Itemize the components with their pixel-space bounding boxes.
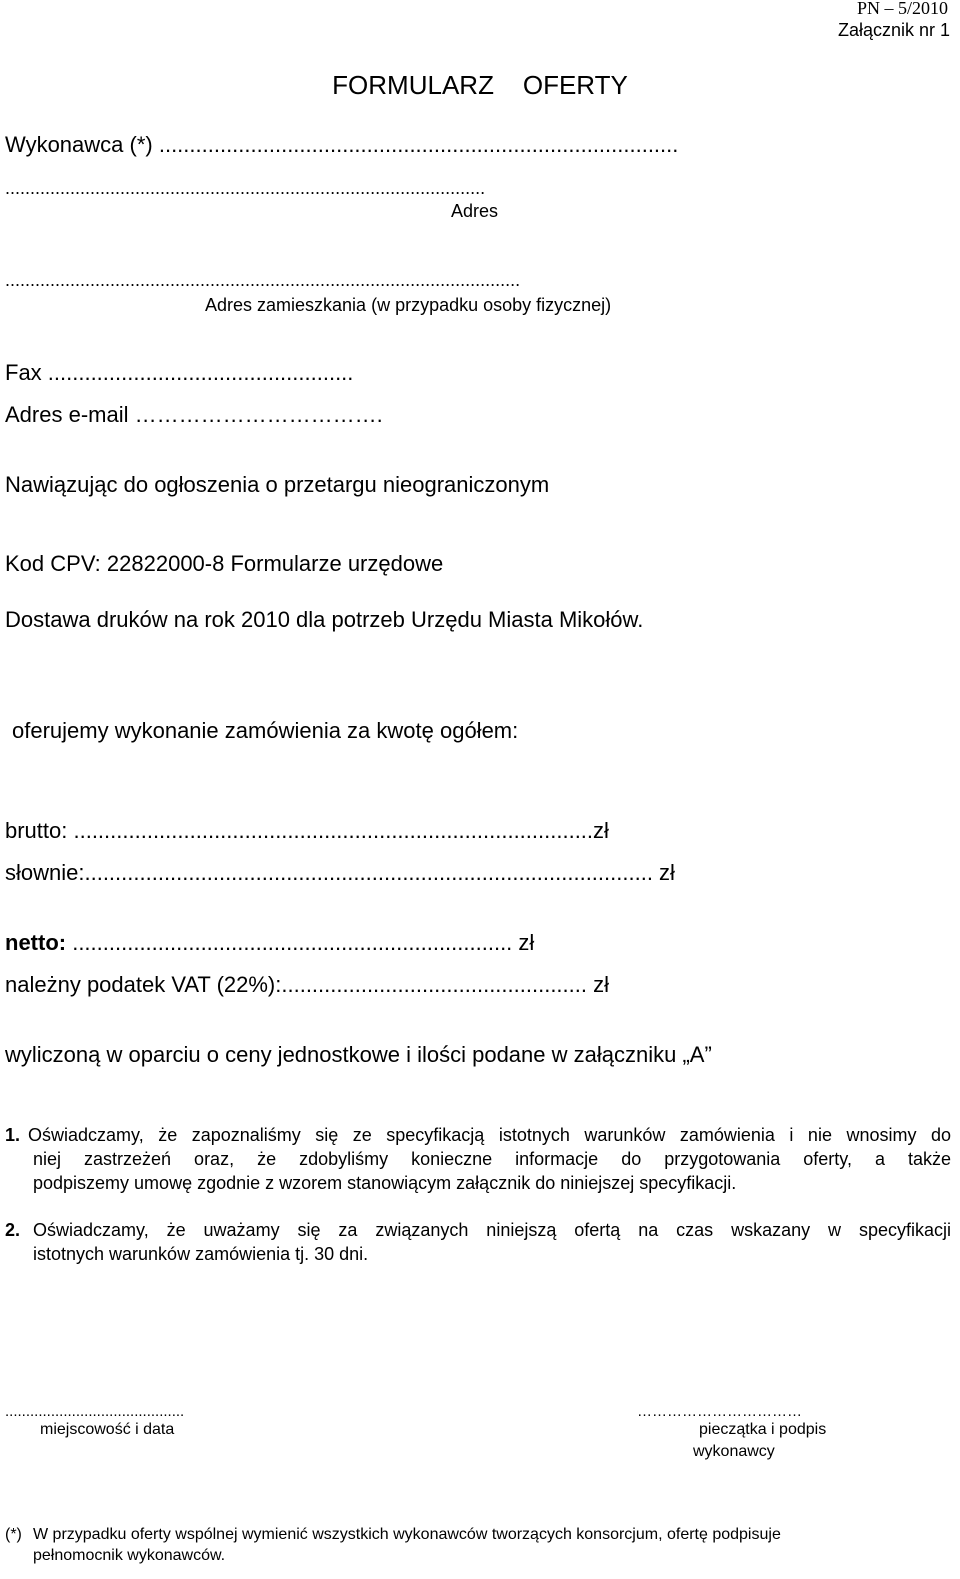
document-reference: PN – 5/2010: [856, 0, 948, 18]
footnote-marker: (*): [5, 1526, 22, 1543]
statement-2-line-2: istotnych warunków zamówienia tj. 30 dni.: [33, 1244, 369, 1264]
amount-in-words-line: słownie:............................................................................................. zł: [5, 860, 675, 885]
vat-line: należny podatek VAT (22%):.................................................. zł: [5, 972, 609, 997]
cpv-code-line: Kod CPV: 22822000-8 Formularze urzędowe: [5, 551, 444, 576]
gross-amount-line: brutto: .....................................................................................zł: [5, 818, 609, 843]
net-amount-line: [5, 930, 534, 956]
form-title: FORMULARZ OFERTY: [332, 70, 628, 100]
statement-1-line-1: Oświadczamy, że zapoznaliśmy się ze specyfikacją istotnych warunków zamówienia i nie wnosimy do: [28, 1125, 951, 1145]
statement-1-line-2: niej zastrzeżeń oraz, że zdobyliśmy konieczne informacje do przygotowania oferty, a także: [33, 1149, 951, 1169]
fax-line: Fax ..................................................: [5, 360, 354, 385]
place-date-caption: miejscowość i data: [40, 1421, 175, 1438]
contractor-dots-line: ................................................................................................: [5, 178, 486, 198]
price-basis-line: wyliczoną w oparciu o ceny jednostkowe i ilości podane w załączniku „A”: [5, 1042, 712, 1067]
statement-1-number: 1.: [5, 1125, 21, 1145]
net-value: ........................................................................ zł: [66, 930, 535, 955]
residence-caption: Adres zamieszkania (w przypadku osoby fizycznej): [205, 295, 612, 315]
offer-heading: oferujemy wykonanie zamówienia za kwotę ogółem:: [12, 718, 519, 743]
place-date-dots: ...........................................: [5, 1403, 185, 1420]
contractor-caption: wykonawcy: [693, 1443, 775, 1460]
contractor-line: Wykonawca (*) .....................................................................................: [5, 132, 679, 157]
statement-2-number: 2.: [5, 1220, 21, 1240]
footnote-line-2: pełnomocnik wykonawców.: [33, 1547, 226, 1564]
statement-2-line-1: Oświadczamy, że uważamy się za związanych niniejszą ofertą na czas wskazany w specyfikacji: [33, 1220, 951, 1240]
stamp-signature-caption: pieczątka i podpis: [699, 1421, 827, 1438]
intro-tender-line: Nawiązując do ogłoszenia o przetargu nieograniczonym: [5, 472, 550, 497]
statement-1-line-3: podpiszemy umowę zgodnie z wzorem stanowiącym załącznik do niniejszej specyfikacji.: [33, 1173, 737, 1193]
subject-line: Dostawa druków na rok 2010 dla potrzeb Urzędu Miasta Mikołów.: [5, 607, 644, 632]
net-label: netto:: [5, 930, 67, 955]
attachment-label: Załącznik nr 1: [837, 20, 950, 40]
footnote-line-1: W przypadku oferty wspólnej wymienić wszystkich wykonawców tworzących konsorcjum, ofertę podpisuje: [33, 1526, 781, 1543]
stamp-signature-dots: ……………………………: [637, 1403, 802, 1420]
email-line: Adres e-mail …………………………….: [5, 402, 383, 427]
address-caption: Adres: [451, 201, 499, 221]
residence-dots-line: .......................................................................................................: [5, 270, 521, 290]
